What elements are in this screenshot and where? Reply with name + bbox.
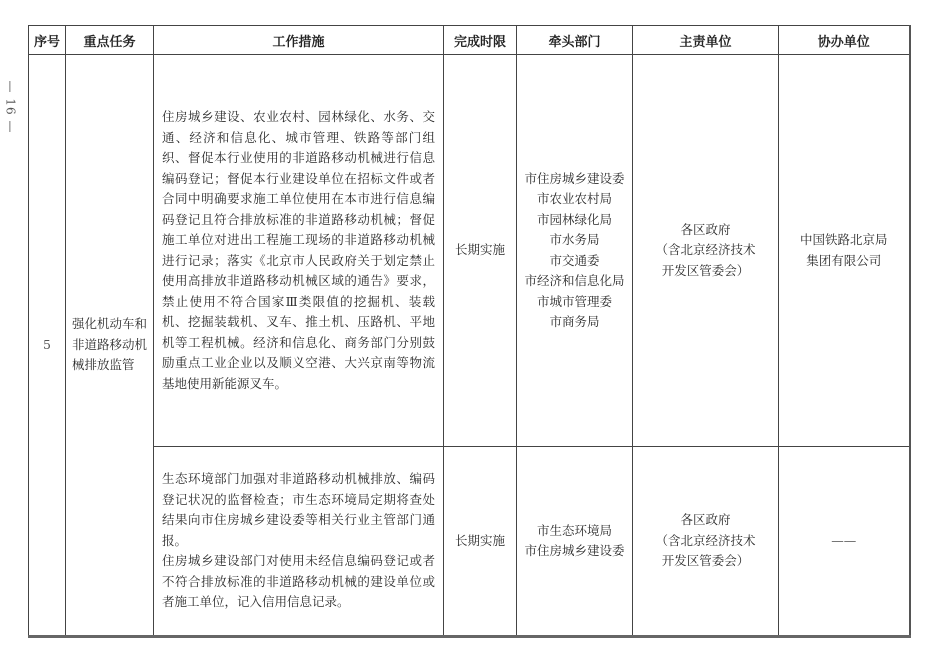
responsible-units [633,55,779,447]
page-number [0,72,22,142]
lead-department: 市住房城乡建设委 [524,543,625,558]
measure-paragraph: 生态环境部门加强对非道路移动机械排放、编码登记状况的监督检查；市生态环境局定期将查处结果向市住房城乡建设委等相关行业主管部门通报。 [162,471,435,548]
responsible-unit-line: 开发区管委会） [661,553,750,569]
header-responsible-unit: 主责单位 [633,26,779,55]
responsible-units [633,447,779,637]
lead-department: 市城市管理委 [536,293,612,309]
header-measures: 工作措施 [154,26,444,55]
header-row [29,26,910,55]
lead-department: 市生态环境局 [536,522,612,538]
task-table [28,25,911,638]
table-row [29,55,910,447]
measure-paragraph: 住房城乡建设部门对使用未经信息编码登记或者不符合排放标准的非道路移动机械的建设单位或者施工单位，记入信用信息记录。 [162,553,435,610]
page-number-text: — 16 — [3,80,17,134]
work-measure: 住房城乡建设、农业农村、园林绿化、水务、交通、经济和信息化、城市管理、铁路等部门组织、督促本行业使用的非道路移动机械进行信息编码登记；督促本行业建设单位在招标文件或者合同中明确要求施工单位使用在本市进行信息编码登记且符合排放标准的非道路移动机械；督促施工单位对进出工程施工现场的非道路移动机械进行记录；落实《北京市人民政府关于划定禁止使用高排放非道路移动机械区域的通告》要求，禁止使用不符合国家Ⅲ类限值的挖掘机、装载机、挖掘装载机、叉车、推土机、压路机、平地机等工程机械。经济和信息化、商务部门分别鼓励重点工业企业以及顺义空港、大兴京南等物流基地使用新能源叉车。 [154,55,444,447]
lead-departments [517,447,633,637]
responsible-unit-line: （含北京经济技术 [655,242,756,258]
assisting-units [779,447,910,637]
assisting-unit-line: 中国铁路北京局 [799,232,888,247]
header-number: 序号 [29,26,66,55]
header-assisting-unit: 协办单位 [779,26,910,55]
lead-departments [517,55,633,447]
lead-department: 市农业农村局 [536,191,612,206]
responsible-unit-line: 各区政府 [680,221,731,237]
lead-department: 市商务局 [549,314,600,329]
assisting-unit-line: 集团有限公司 [806,252,882,268]
header-task: 重点任务 [66,26,154,55]
key-task: 强化机动车和非道路移动机械排放监管 [66,55,154,637]
lead-department: 市经济和信息化局 [524,273,625,288]
responsible-unit-line: 各区政府 [680,512,731,528]
lead-department: 市住房城乡建设委 [524,170,625,186]
header-deadline: 完成时限 [444,26,517,55]
responsible-unit-line: （含北京经济技术 [655,532,756,548]
responsible-unit-line: 开发区管委会） [661,262,750,278]
table-row [29,447,910,637]
row-number: 5 [29,55,66,637]
work-measure [154,447,444,637]
deadline: 长期实施 [444,55,517,447]
lead-department: 市交通委 [549,252,600,268]
lead-department: 市水务局 [549,232,600,247]
assisting-units [779,55,910,447]
deadline: 长期实施 [444,447,517,637]
header-lead-department: 牵头部门 [517,26,633,55]
lead-department: 市园林绿化局 [536,211,612,227]
empty-dash: —— [831,532,857,548]
